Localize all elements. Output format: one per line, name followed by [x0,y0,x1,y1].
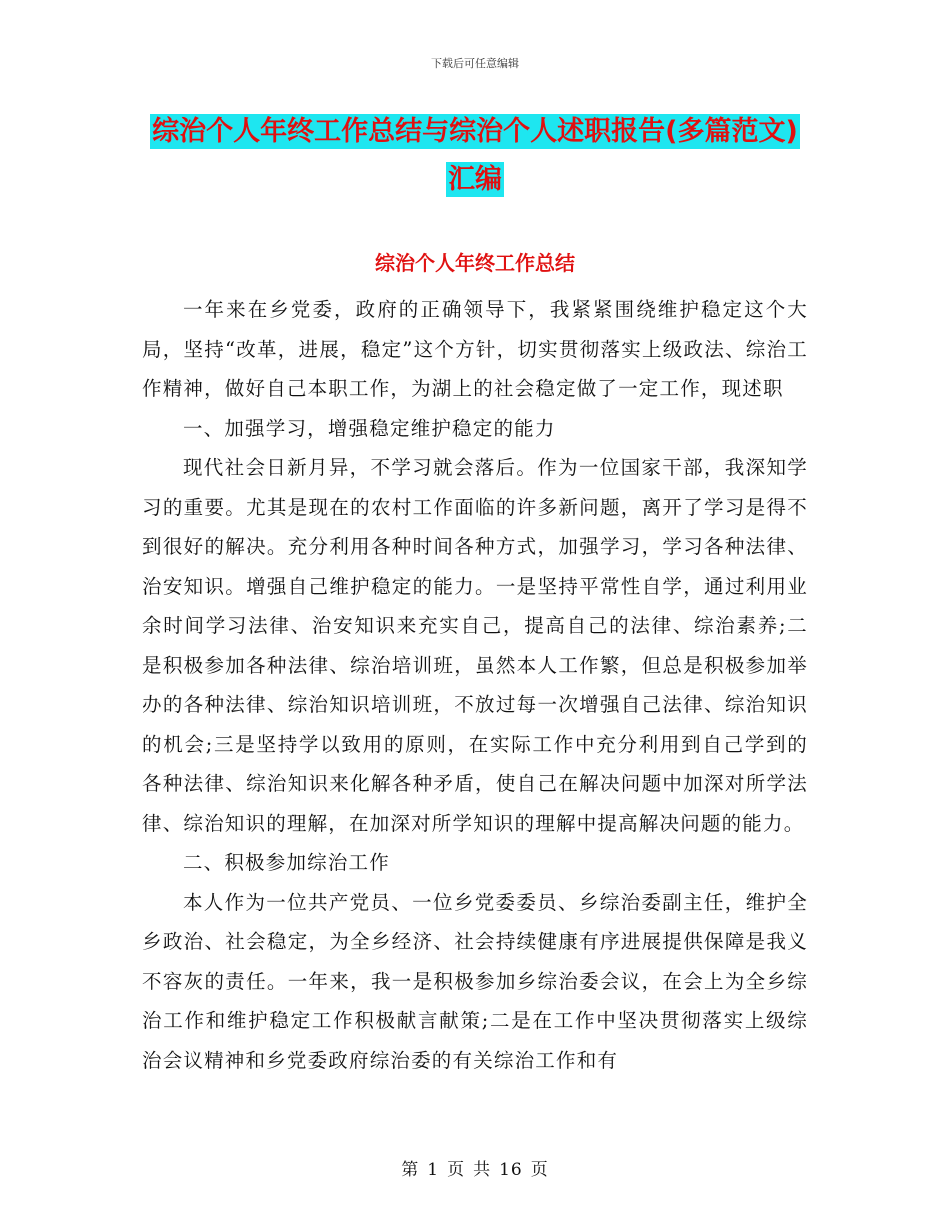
document-title [150,108,800,204]
footer-prefix: 第 [401,1160,420,1180]
paragraph-learning: 现代社会日新月异，不学习就会落后。作为一位国家干部，我深知学习的重要。尤其是现在的农村工作面临的许多新问题，离开了学习是得不到很好的解决。充分利用各种时间各种方式，加强学习，学习各种法律、治安知识。增强自己维护稳定的能力。一是坚持平常性自学，通过利用业余时间学习法律、治安知识来充实自己，提高自己的法律、综治素养;二是积极参加各种法律、综治培训班，虽然本人工作繁，但总是积极参加举办的各种法律、综治知识培训班，不放过每一次增强自己法律、综治知识的机会;三是坚持学以致用的原则，在实际工作中充分利用到自己学到的各种法律、综治知识来化解各种矛盾，使自己在解决问题中加深对所学法律、综治知识的理解，在加深对所学知识的理解中提高解决问题的能力。 [142,456,808,835]
heading-participation: 二、积极参加综治工作 [182,851,390,874]
paragraph-intro: 一年来在乡党委，政府的正确领导下，我紧紧围绕维护稳定这个大局，坚持“改革，进展，稳定”这个方针，切实贯彻落实上级政法、综治工作精神，做好自己本职工作，为湖上的社会稳定做了一定工作，现述职 [142,298,808,400]
total-pages-number: 16 [499,1160,523,1180]
document-title-text: 综治个人年终工作总结与综治个人述职报告(多篇范文)汇编 [152,116,798,195]
section-title: 综治个人年终工作总结 [375,251,575,275]
page-footer [0,1155,950,1180]
current-page-number: 1 [427,1160,440,1180]
document-body [142,290,808,1080]
header-note: 下载后可任意编辑 [431,57,519,70]
paragraph-participation: 本人作为一位共产党员、一位乡党委委员、乡综治委副主任，维护全乡政治、社会稳定，为全乡经济、社会持续健康有序进展提供保障是我义不容灰的责任。一年来，我一是积极参加乡综治委会议，在会上为全乡综治工作和维护稳定工作积极献言献策;二是在工作中坚决贯彻落实上级综治会议精神和乡党委政府综治委的有关综治工作和有 [142,890,808,1072]
footer-page-word: 页 [447,1160,466,1180]
footer-suffix: 页 [530,1160,549,1180]
footer-total-word: 共 [473,1160,492,1180]
heading-learning: 一、加强学习，增强稳定维护稳定的能力 [182,416,556,440]
